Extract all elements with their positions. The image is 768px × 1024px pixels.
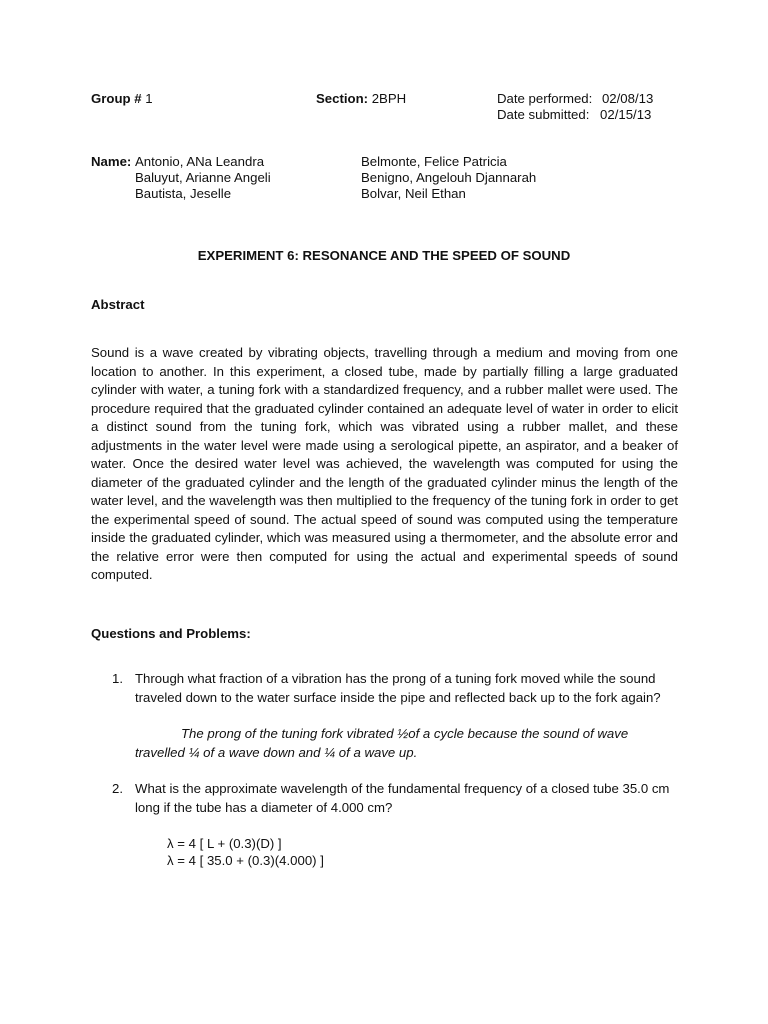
names-column-2 bbox=[361, 154, 536, 202]
names-column-1 bbox=[135, 154, 271, 202]
question-number: 2. bbox=[112, 781, 123, 796]
questions-heading: Questions and Problems: bbox=[91, 626, 251, 641]
question-item bbox=[91, 780, 671, 869]
abstract-body: Sound is a wave created by vibrating objects, travelling through a medium and moving from one location to another. In this experiment, a closed tube, made by partially filling a large graduated cylinder with water, a tuning fork with a standardized frequency, and a rubber mallet were used. The procedure required that the graduated cylinder contained an adequate level of water in order to elicit a distinct sound from the tuning fork, which was vibrated using a rubber mallet, and these adjustments in the water level were made using a serological pipette, an aspirator, and a beaker of water. Once the desired water level was achieved, the wavelength was computed for using the diameter of the graduated cylinder and the length of the graduated cylinder minus the length of the water level, and the wavelength was then multiplied to the frequency of the tuning fork in order to get the experimental speed of sound. The actual speed of sound was computed using the temperature inside the graduated cylinder, which was measured using a thermometer, and the absolute error and the relative error were then computed for using the actual and experimental speeds of sound computed. bbox=[91, 345, 678, 582]
section-field bbox=[316, 91, 406, 107]
question-text: What is the approximate wavelength of the fundamental frequency of a closed tube 35.0 cm long if the tube has a diameter of 4.000 cm? bbox=[135, 781, 670, 815]
name-item: Bolvar, Neil Ethan bbox=[361, 186, 466, 201]
abstract-heading: Abstract bbox=[91, 297, 145, 312]
names-label: Name: bbox=[91, 154, 132, 169]
formula-block bbox=[135, 835, 671, 869]
section-value: 2BPH bbox=[371, 91, 407, 106]
question-text: Through what fraction of a vibration has the prong of a tuning fork moved while the sound traveled down to the water surface inside the pipe and reflected back up to the fork again? bbox=[135, 671, 661, 705]
document-title: EXPERIMENT 6: RESONANCE AND THE SPEED OF SOUND bbox=[197, 248, 571, 263]
date-submitted-value: 02/15/13 bbox=[600, 107, 652, 122]
question-item bbox=[91, 670, 671, 762]
questions-list bbox=[91, 670, 671, 869]
name-item: Bautista, Jeselle bbox=[135, 186, 232, 201]
date-performed-value: 02/08/13 bbox=[601, 91, 654, 106]
name-item: Benigno, Angelouh Djannarah bbox=[361, 170, 537, 185]
group-value: 1 bbox=[145, 91, 153, 106]
group-field bbox=[91, 91, 153, 107]
name-item: Antonio, ANa Leandra bbox=[135, 154, 265, 169]
name-item: Belmonte, Felice Patricia bbox=[361, 154, 507, 169]
date-submitted-label: Date submitted: bbox=[497, 107, 590, 122]
date-performed-label: Date performed: bbox=[497, 91, 593, 106]
group-label: Group # bbox=[91, 91, 142, 106]
formula-line: λ = 4 [ L + (0.3)(D) ] bbox=[167, 836, 282, 851]
date-performed-field bbox=[497, 91, 653, 107]
date-submitted-field bbox=[497, 107, 651, 123]
formula-line: λ = 4 [ 35.0 + (0.3)(4.000) ] bbox=[167, 853, 324, 868]
question-number: 1. bbox=[112, 671, 123, 686]
question-answer: The prong of the tuning fork vibrated ½of a cycle because the sound of wave travelled ¼ of a wave down and ¼ of a wave up. bbox=[135, 726, 629, 760]
name-item: Baluyut, Arianne Angeli bbox=[135, 170, 271, 185]
section-label: Section: bbox=[316, 91, 369, 106]
